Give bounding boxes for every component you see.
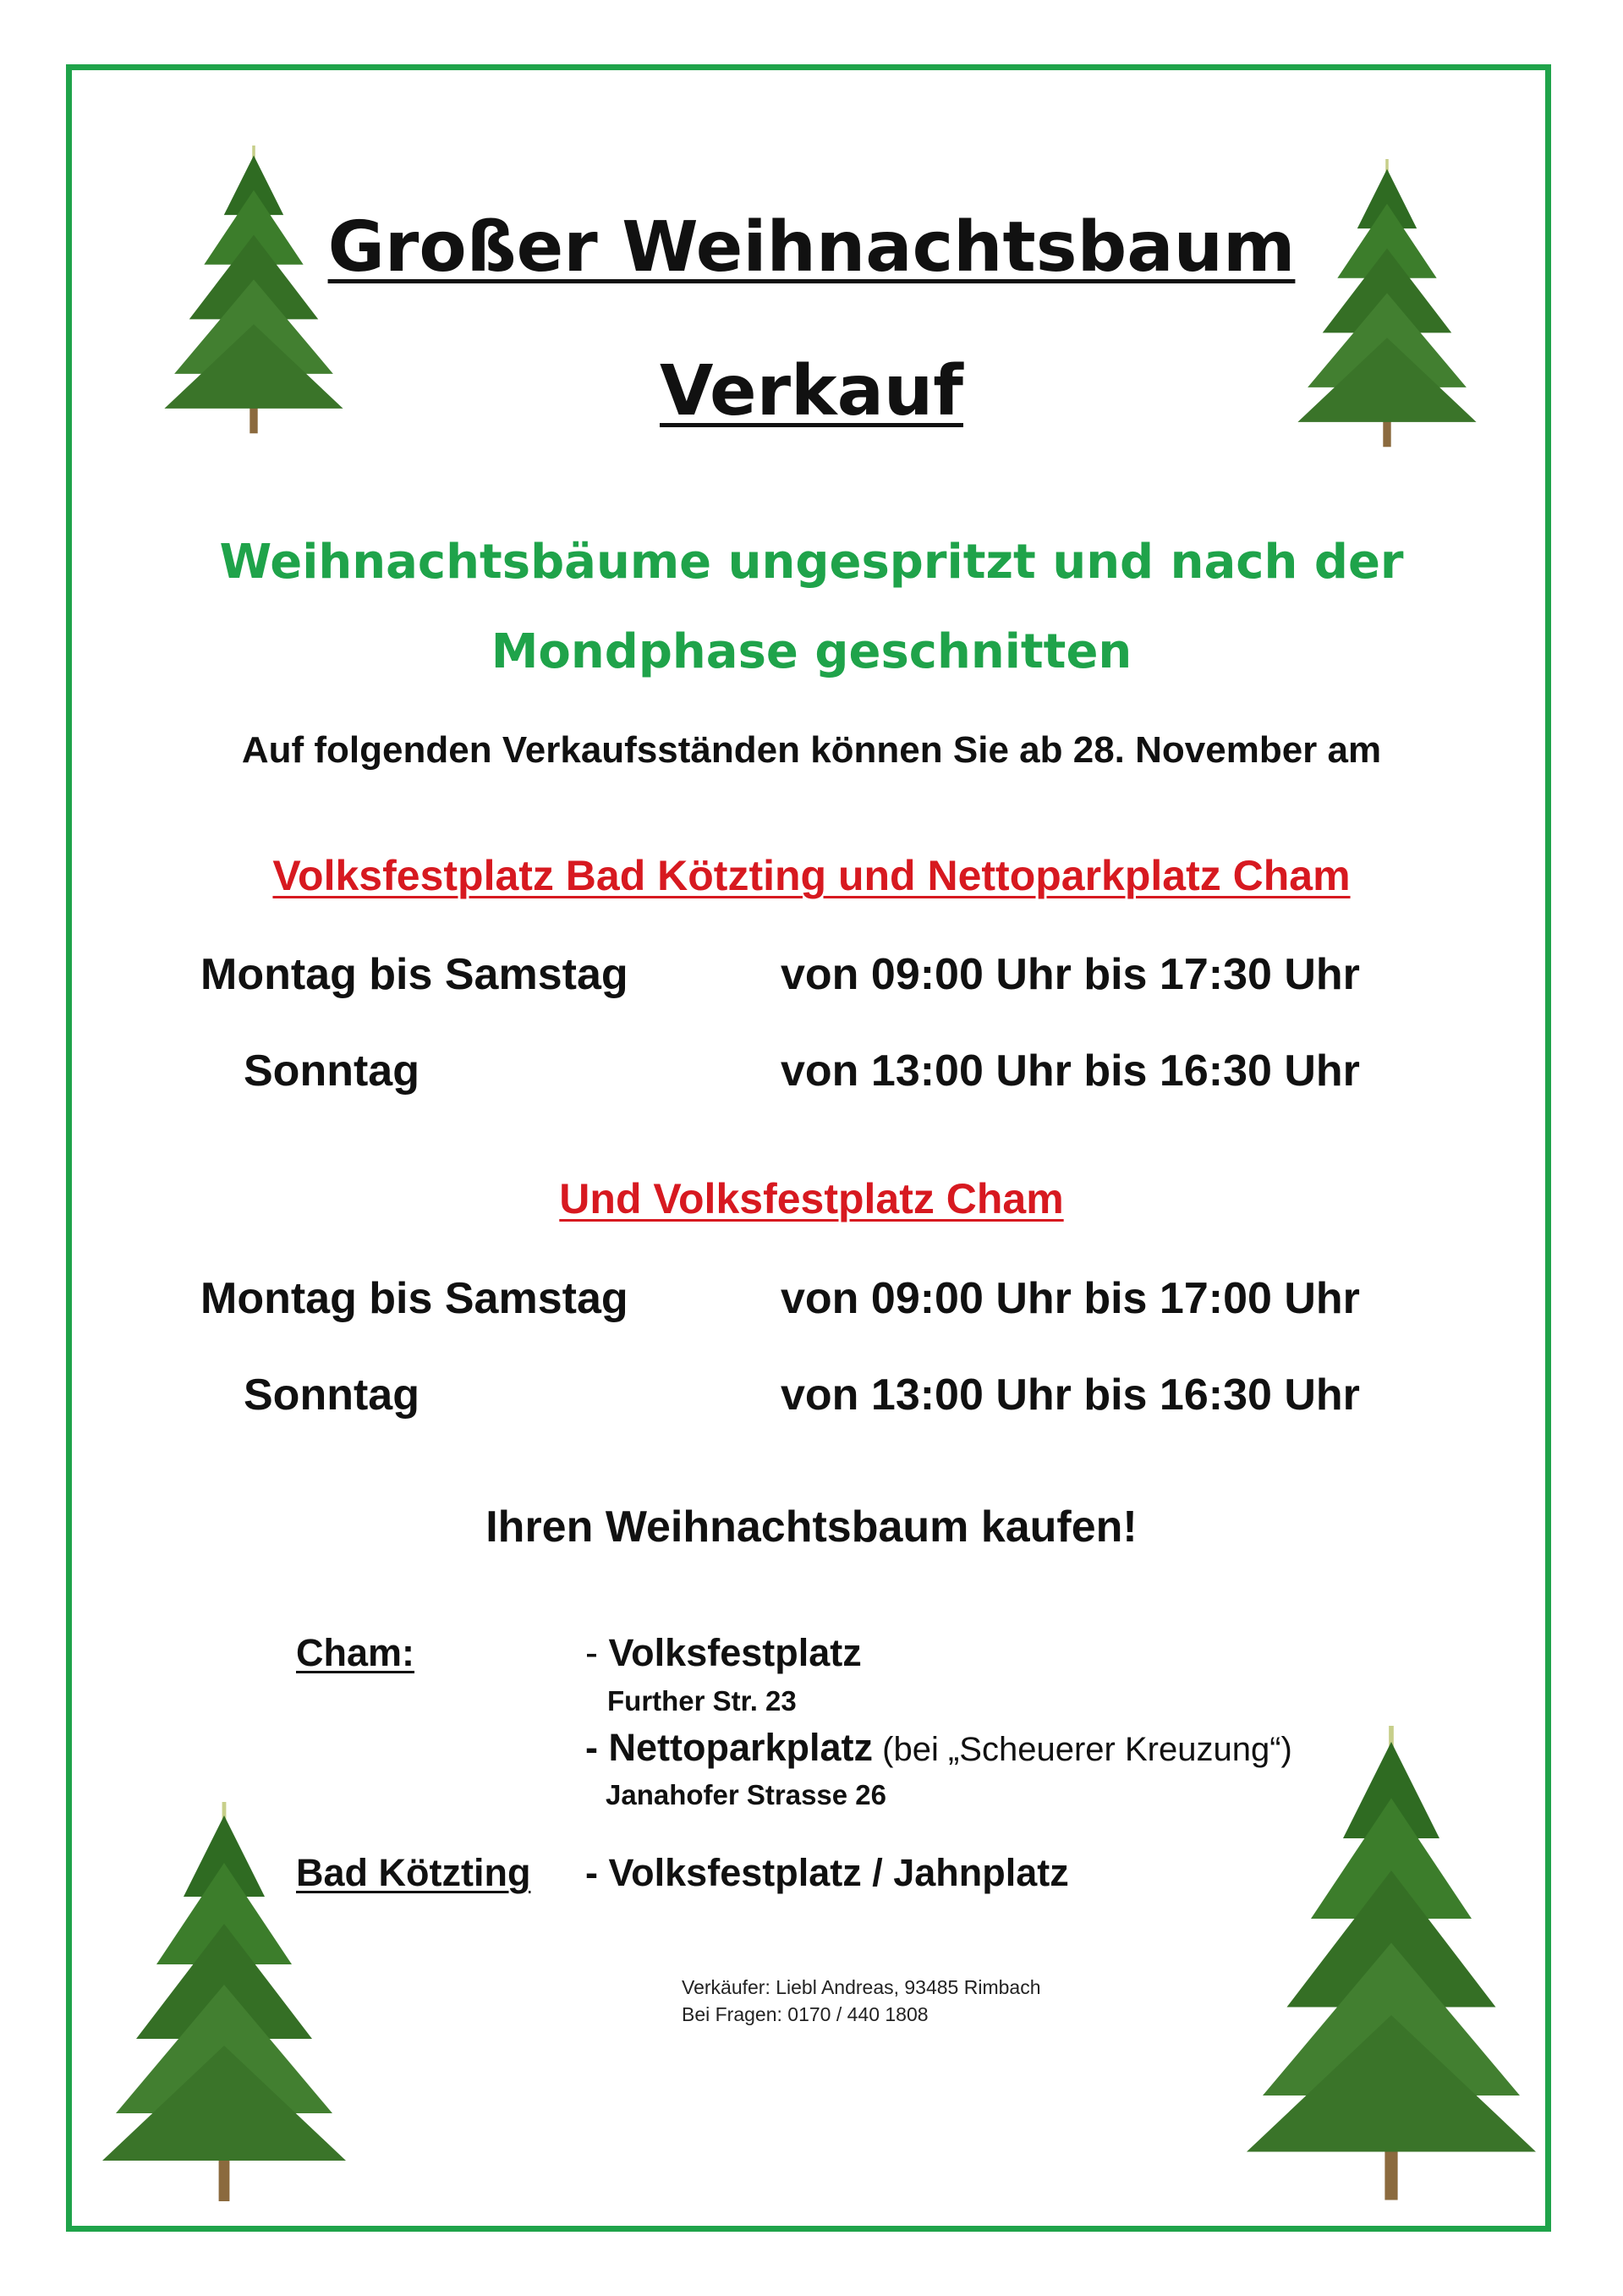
location-heading: Volksfestplatz Bad Kötzting und Nettoparkplatz Cham (272, 852, 1351, 899)
city-label-cham: Cham: (296, 1631, 415, 1674)
address-site (585, 1726, 1292, 1770)
hours-time: von 09:00 Uhr bis 17:00 Uhr (781, 1274, 1360, 1323)
hours-day: Montag bis Samstag (200, 950, 628, 999)
address-site: - Volksfestplatz / Jahnplatz (585, 1851, 1069, 1894)
hours-day: Montag bis Samstag (200, 1274, 628, 1323)
address-site-name: Nettoparkplatz (608, 1726, 874, 1769)
address-note: (bei „Scheuerer Kreuzung“) (873, 1731, 1292, 1768)
intro-text: Auf folgenden Verkaufsständen können Sie ab 28. November am (241, 729, 1382, 771)
hours-time: von 13:00 Uhr bis 16:30 Uhr (781, 1370, 1360, 1420)
address-dash: - (585, 1726, 609, 1769)
footer-seller: Verkäufer: Liebl Andreas, 93485 Rimbach (682, 1976, 1041, 1998)
address-site (585, 1631, 862, 1675)
address-site-name: Volksfestplatz (608, 1631, 862, 1674)
hours-day: Sonntag (244, 1370, 419, 1420)
subtitle-line-2: Mondphase geschnitten (491, 624, 1132, 679)
christmas-tree-icon (1231, 1726, 1552, 2208)
address-street: Janahofer Strasse 26 (606, 1779, 887, 1810)
location-heading: Und Volksfestplatz Cham (559, 1175, 1064, 1222)
address-street: Further Str. 23 (607, 1685, 797, 1717)
address-dash: - (585, 1631, 609, 1674)
title-line-2: Verkauf (660, 351, 963, 431)
title-line-1: Großer Weihnachtsbaum (327, 207, 1296, 288)
hours-time: von 09:00 Uhr bis 17:30 Uhr (781, 950, 1360, 999)
closing-text: Ihren Weihnachtsbaum kaufen! (485, 1502, 1138, 1552)
hours-day: Sonntag (244, 1046, 419, 1096)
footer-contact: Bei Fragen: 0170 / 440 1808 (682, 2003, 929, 2025)
subtitle-line-1: Weihnachtsbäume ungespritzt und nach der (219, 535, 1404, 590)
city-label-bad-koetzting: Bad Kötzting (296, 1851, 531, 1894)
hours-time: von 13:00 Uhr bis 16:30 Uhr (781, 1046, 1360, 1096)
